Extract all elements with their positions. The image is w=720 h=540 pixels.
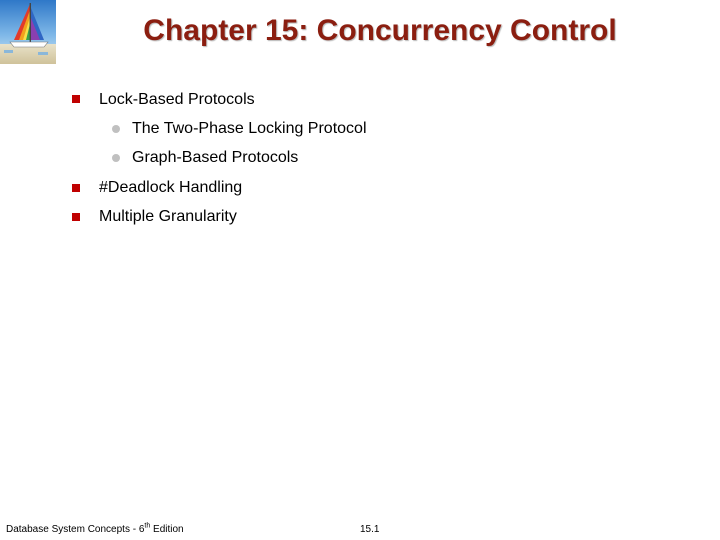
footer-book-prefix: Database System Concepts - 6 [6,524,145,535]
sub-bullet-text: Graph-Based Protocols [132,149,299,166]
square-bullet-icon [72,213,80,221]
bullet-text: Lock-Based Protocols [99,91,255,108]
bullet-item [99,178,242,198]
slide-title: Chapter 15: Concurrency Control [143,14,617,47]
footer-book-title [6,524,184,536]
bullet-item [99,207,237,227]
sub-bullet-text: The Two-Phase Locking Protocol [132,120,367,137]
bullet-item [99,90,255,110]
round-bullet-icon [112,154,120,162]
sub-bullet-item [132,148,298,168]
footer-page-number: 15.1 [360,524,380,535]
square-bullet-icon [72,95,80,103]
sub-bullet-item [132,119,367,139]
square-bullet-icon [72,184,80,192]
bullet-text: #Deadlock Handling [99,179,243,196]
footer-book-suffix: Edition [150,524,184,535]
bullet-text: Multiple Granularity [99,208,237,225]
footer-edition-sup: th [144,522,151,530]
round-bullet-icon [112,125,120,133]
sailboat-logo [0,0,56,64]
